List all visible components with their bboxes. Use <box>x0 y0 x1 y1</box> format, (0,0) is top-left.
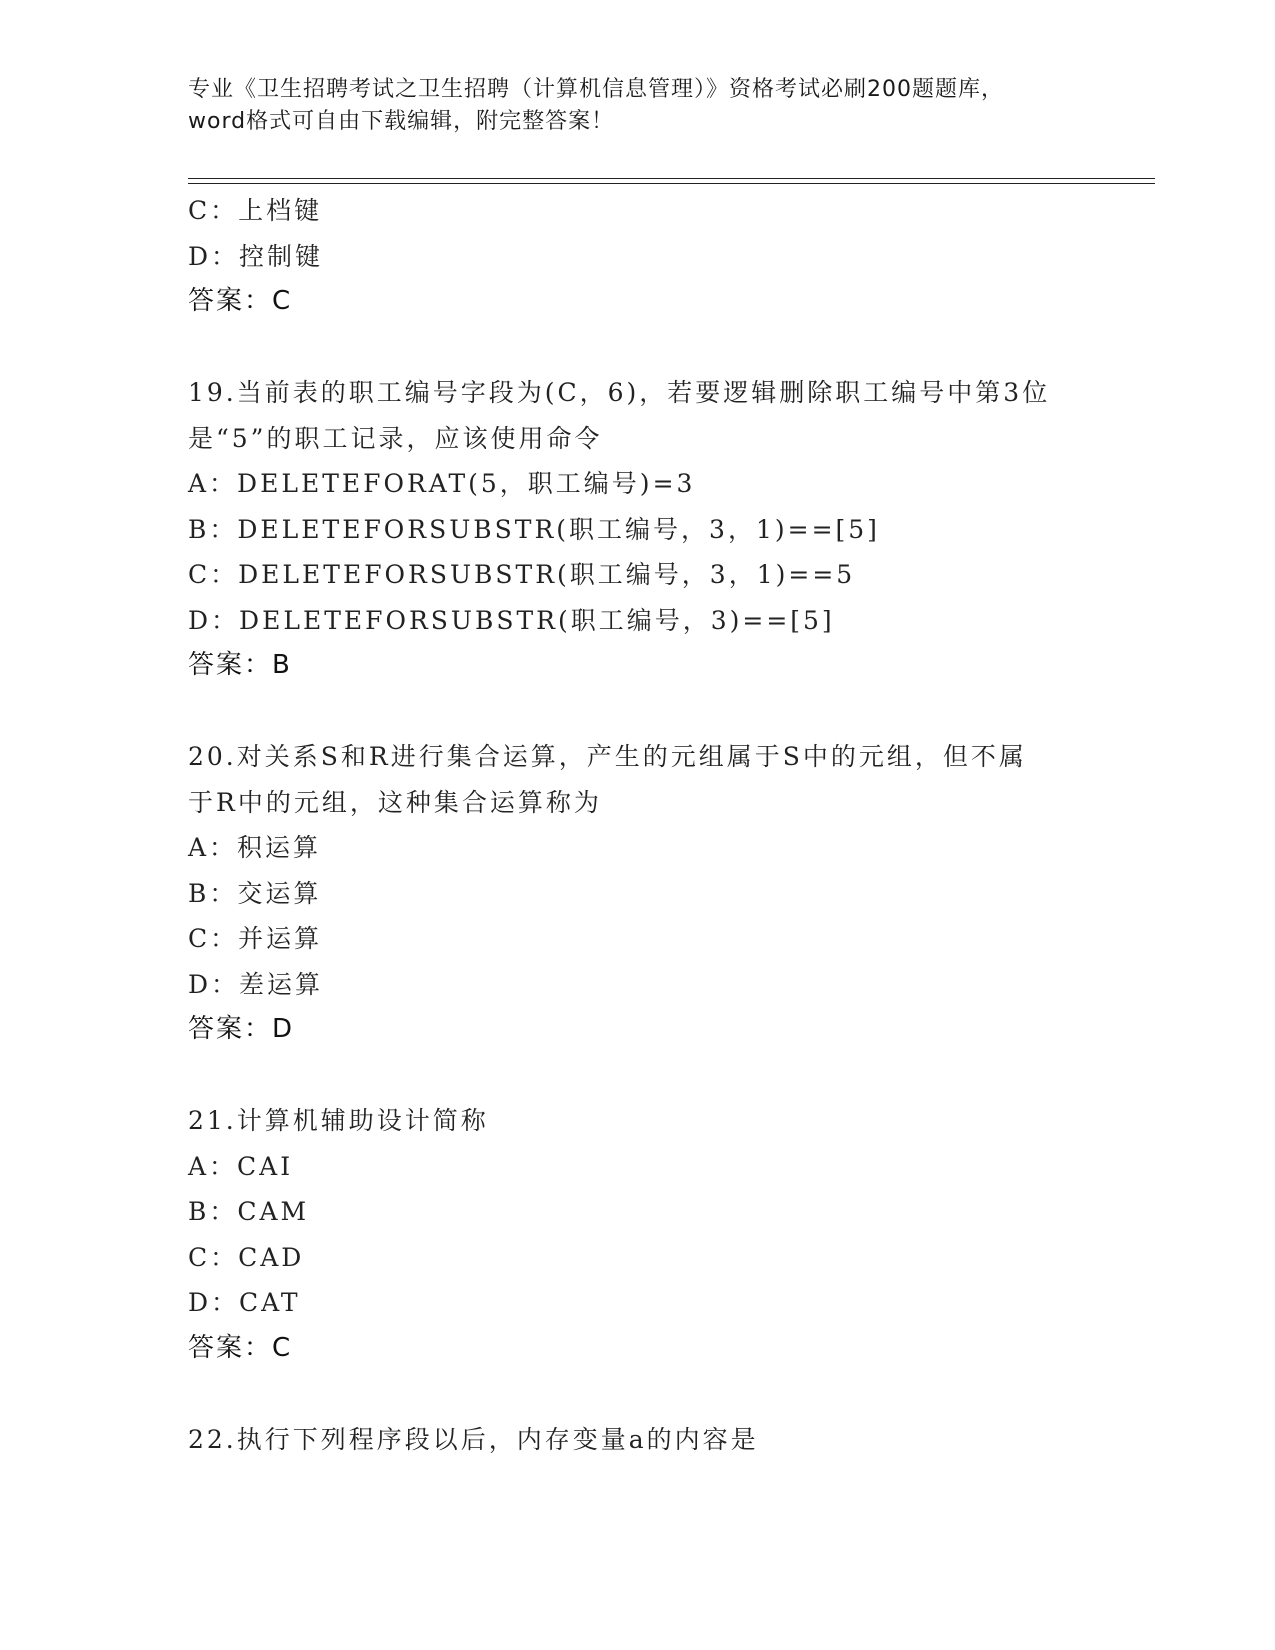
header-divider-bottom <box>188 183 1155 184</box>
question-20-option-b: B：交运算 <box>188 878 322 908</box>
question-21-option-b: B：CAM <box>188 1197 310 1226</box>
header-line-2: word格式可自由下载编辑，附完整答案！ <box>188 109 615 134</box>
spacer <box>188 325 1088 371</box>
question-21-option-c: C：CAD <box>188 1242 305 1272</box>
question-20-option-c: C：并运算 <box>188 924 323 953</box>
question-19-option-d: D：DELETEFORSUBSTR(职工编号，3)==[5] <box>188 605 835 635</box>
question-19-answer: 答案：B <box>188 650 292 680</box>
document-header <box>188 74 1088 138</box>
question-21-answer: 答案：C <box>188 1332 293 1363</box>
option-c: C：上档键 <box>188 196 323 225</box>
question-19-option-b: B：DELETEFORSUBSTR(职工编号，3，1)==[5] <box>188 514 880 544</box>
question-19-stem-line-1: 19.当前表的职工编号字段为(C，6)，若要逻辑删除职工编号中第3位 <box>188 378 1051 407</box>
question-21-option-d: D：CAT <box>188 1288 301 1317</box>
question-21-option-a: A：CAI <box>188 1151 294 1181</box>
question-21-stem: 21.计算机辅助设计简称 <box>188 1106 489 1135</box>
header-divider-top <box>188 178 1155 179</box>
question-20-answer: 答案：D <box>188 1014 295 1044</box>
spacer <box>188 689 1088 735</box>
question-list <box>188 188 1088 1462</box>
question-19-option-a: A：DELETEFORAT(5，职工编号)=3 <box>188 469 696 498</box>
question-20-option-d: D：差运算 <box>188 969 324 999</box>
answer-line: 答案：C <box>188 286 293 316</box>
question-19-stem-line-2: 是“5”的职工记录，应该使用命令 <box>188 423 603 453</box>
spacer <box>188 1053 1088 1099</box>
spacer <box>188 1371 1088 1417</box>
question-22-stem: 22.执行下列程序段以后，内存变量a的内容是 <box>188 1424 759 1454</box>
option-d: D：控制键 <box>188 241 324 271</box>
question-20-stem-line-2: 于R中的元组，这种集合运算称为 <box>188 787 602 817</box>
question-20-stem-line-1: 20.对关系S和R进行集合运算，产生的元组属于S中的元组，但不属 <box>188 742 1027 771</box>
header-line-1: 专业《卫生招聘考试之卫生招聘（计算机信息管理）》资格考试必刷200题题库， <box>188 77 1004 102</box>
question-19-option-c: C：DELETEFORSUBSTR(职工编号，3，1)==5 <box>188 560 856 589</box>
question-20-option-a: A：积运算 <box>188 833 322 862</box>
